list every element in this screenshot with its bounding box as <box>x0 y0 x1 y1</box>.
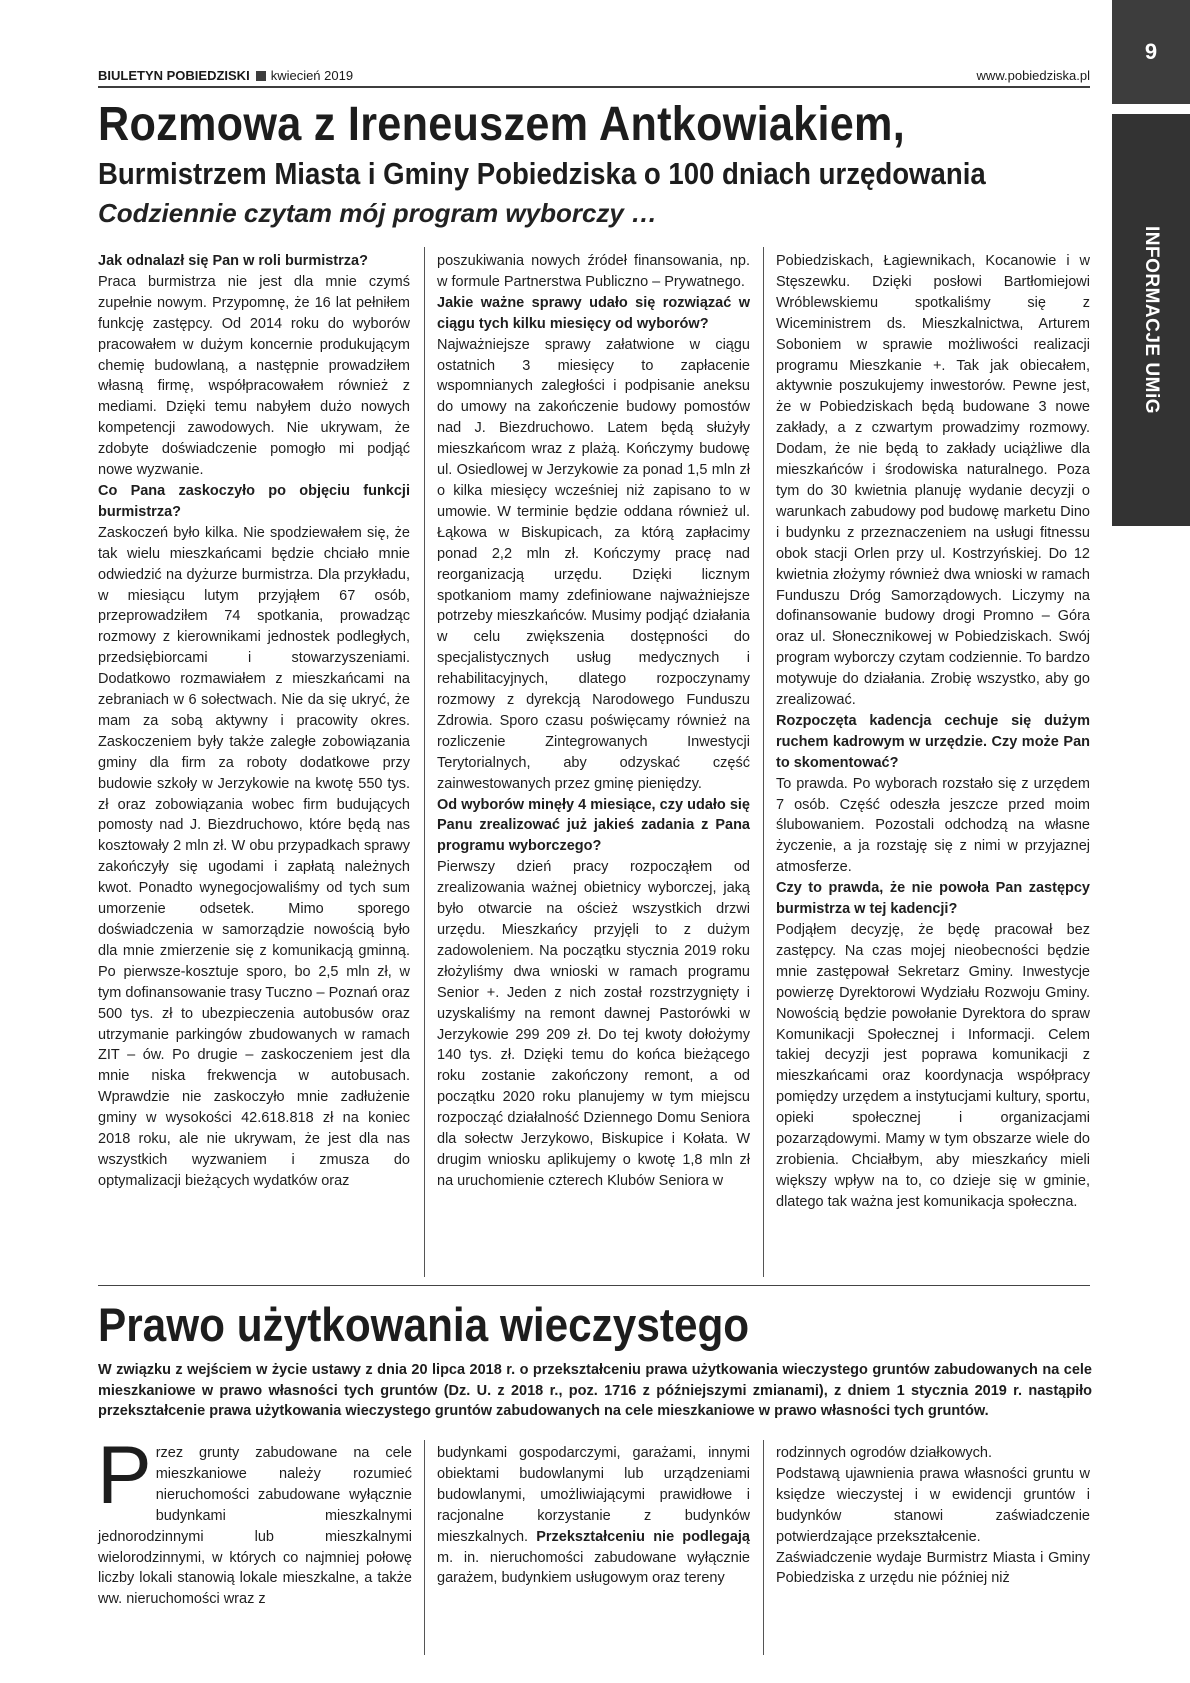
article2-column-1 <box>97 1430 412 1610</box>
issue-date: kwiecień 2019 <box>270 68 354 83</box>
publication-name: BIULETYN POBIEDZISKI <box>98 68 250 83</box>
article2-title: Prawo użytkowania wieczystego <box>98 1298 750 1351</box>
answer: poszukiwania nowych źródeł finansowania, np. w formule Partnerstwa Publiczno – Prywatnego. <box>437 253 750 290</box>
article2-lead: W związku z wejściem w życie ustawy z dnia 20 lipca 2018 r. o przekształceniu prawa użytkowania wieczystego gruntów zabudowanych na cele mieszkaniowe w prawo własności tych gruntów (Dz. U. z 2018 r., poz. 1716 z późniejszymi zmianami), z dniem 1 stycznia 2019 r. nastąpiło przekształcenie prawa użytkowania wieczystego gruntów zabudowanych na cele mieszkaniowe w prawo własności tych gruntów. <box>98 1362 1092 1419</box>
answer: Pierwszy dzień pracy rozpocząłem od zrealizowania ważnej obietnicy wyborczej, jaką było otwarcie na oścież wszystkich drzwi urzędu. Mieszkańcy przyjęli to z dużym zadowoleniem. Na początku stycznia 2019 roku złożyliśmy dwa wnioski w ramach programu Senior +. Jeden z nich został rozstrzygnięty i uzyskaliśmy na remont dawnej Pastorówki w Jerzykowie 299 209 zł. Do tej kwoty dołożymy 140 tys. zł. Dzięki temu do końca bieżącego roku zostanie zakończony remont, a od początku 2020 roku planujemy w tym miejscu rozpocząć działalność Dziennego Domu Seniora dla sołectw Jerzykowo, Biskupice i Kołata. W drugim wniosku aplikujemy o kwotę 1,8 mln zł na uruchomienie czterech Klubów Seniora w <box>437 859 750 1189</box>
answer: Pobiedziskach, Łagiewnikach, Kocanowie i w Stęszewku. Dzięki posłowi Bartłomiejowi Wróblewskiemu spotkaliśmy się z Wiceministrem ds. Mieszkalnictwa, Arturem Soboniem w sprawie możliwości realizacji programu Mieszkanie +. Tak jak obiecałem, aktywnie poszukujemy inwestorów. Pewne jest, że w Pobiedziskach będą budowane 3 nowe zakłady, a z czwartym prowadzimy rozmowy. Dodam, że nie będą to zakłady uciążliwe dla mieszkańców i środowiska naturalnego. Poza tym do 30 kwietnia planuję wydanie decyzji o warunkach zabudowy pod budowę marketu Dino i budynku z przeznaczeniem na usługi fitnessu obok stacji Orlen przy ul. Kostrzyńskiej. Do 12 kwietnia złożymy również dwa wnioski w ramach Funduszu Dróg Samorządowych. Liczymy na dofinansowanie budowy drogi Promno – Góra oraz ul. Słonecznikowej w Pobiedziskach. Swój program wyborczy czytam codziennie. To bardzo motywuje do działania. Zrobię wszystko, aby go zrealizować. <box>776 253 1090 709</box>
article2-text: m. in. nieruchomości zabudowane wyłącznie garażem, budynkiem usługowym oraz tereny <box>437 1549 750 1587</box>
question: Od wyborów minęły 4 miesiące, czy udało się Panu zrealizować już jakieś zadania z Pana programu wyborczego? <box>437 796 750 855</box>
square-separator-icon <box>256 71 266 81</box>
answer: Najważniejsze sprawy załatwione w ciągu ostatnich 3 miesięcy to zapłacenie wspomnianych zaległości i podpisanie aneksu do umowy na zakończenie budowy pomostów nad J. Biezdruchowo. Latem będą służyły mieszkańcom wraz z plażą. Kończymy budowę ul. Osiedlowej w Jerzykowie za ponad 1,5 mln zł o kilka miesięcy wcześniej niż zapisano to w umowie. W terminie będzie oddana również ul. Łąkowa w Biskupicach, za którą zapłacimy ponad 2,2 mln zł. Kończymy pracę nad reorganizacją urzędu. Dzięki licznym spotkaniom mamy zdefiniowane najważniejsze potrzeby mieszkańców. Musimy podjąć działania w celu zwiększenia dostępności do specjalistycznych usług medycznych i rehabilitacyjnych, dlatego rozpoczynamy rozmowy z dyrekcją Narodowego Funduszu Zdrowia. Sporo czasu poświęcamy również na rozliczenie Zintegrowanych Inwestycji Terytorialnych, aby odzyskać część zainwestowanych przez gminę pieniędzy. <box>437 336 750 792</box>
article2-emphasis: Przekształceniu nie podlegają <box>536 1528 750 1545</box>
section-divider <box>98 1285 1090 1286</box>
question: Czy to prawda, że nie powoła Pan zastępcy burmistrza w tej kadencji? <box>776 880 1090 918</box>
article2-text: rzez grunty zabudowane na cele mieszkaniowe należy rozumieć nieruchomości zabudowane wyłącznie budynkami mieszkalnymi jednorodzinnymi lub mieszkalnymi wielorodzinnymi, w których co najmniej połowę liczby lokali stanowią lokale mieszkalne, a także ww. nieruchomości wraz z <box>98 1445 412 1608</box>
question: Jak odnalazł się Pan w roli burmistrza? <box>98 253 368 269</box>
answer: Podjąłem decyzję, że będę pracował bez zastępcy. Na czas mojej nieobecności będzie mnie zastępował Sekretarz Gminy. Inwestycje powierzę Dyrektorowi Wydziału Rozwoju Gminy. Nowością będzie powołanie Dyrektora do spraw Komunikacji Społecznej i Informacji. Celem takiej decyzji jest poprawa komunikacji z mieszkańcami oraz koordynacja współpracy pomiędzy urzędem a instytucjami kultury, sportu, opieki społecznej i organizacjami pozarządowymi. Mamy w tym obszarze wiele do zrobienia. Chciałbym, aby mieszkańcy mieli większy wpływ na to, co dzieje się w gminie, dlatego tak ważna jest komunikacja społeczna. <box>776 922 1090 1210</box>
column-divider <box>424 1440 425 1655</box>
article2-column-2 <box>437 1443 750 1589</box>
interview-column-1 <box>98 251 410 1192</box>
article2-text: Zaświadczenie wydaje Burmistrz Miasta i Gminy Pobiedziska z urzędu nie później niż <box>776 1549 1090 1587</box>
interview-column-3 <box>776 251 1090 1213</box>
answer: Praca burmistrza nie jest dla mnie czymś zupełnie nowym. Przypomnę, że 16 lat pełniłem funkcję zastępcy. Od 2014 roku do wyborów pracowałem w dużym koncernie produkującym chemię budowlaną, a następnie prowadziłem własną firmę, współpracowałem również z mediami. Dzięki temu nabyłem dużo nowych kompetencji zawodowych. Nie ukrywam, że zdobyte doświadczenie pomogło mi podjąć nowe wyzwanie. <box>98 273 410 479</box>
article2-column-3 <box>776 1443 1090 1589</box>
interview-column-2 <box>437 251 750 1192</box>
drop-cap: P <box>97 1430 152 1521</box>
article-subtitle: Burmistrzem Miasta i Gminy Pobiedziska o 100 dniach urzędowania <box>98 156 986 191</box>
header-left <box>98 68 353 83</box>
answer: Zaskoczeń było kilka. Nie spodziewałem się, że tak wielu mieszkańcami będzie chciało mnie odwiedzić na dyżurze burmistrza. Dla przykładu, w miesiącu lutym przyjąłem 67 osób, przeprowadziłem 74 spotkania, prowadząc rozmowy z kierownikami jednostek podległych, przedsiębiorcami i stowarzyszeniami. Dodatkowo rozmawiałem z mieszkańcami na zebraniach w 6 sołectwach. Nie da się ukryć, że mam za sobą aktywny i pracowity okres. Zaskoczeniem były także zaległe zobowiązania gminy dla firm za roboty dodatkowe przy budowie szkoły w Jerzykowie na kwotę 550 tys. zł oraz zobowiązania wobec firm budujących pomosty nad J. Biezdruchowo, które będą nas kosztowały 2 mln zł. W obu przypadkach sprawy zakończyły się ugodami i zapłatą należnych kwot. Ponadto wynegocjowaliśmy od tych sum umorzenie odsetek. Mimo sporego doświadczenia w samorządzie nowością było dla mnie zmierzenie się z komunikacją gminną. Po pierwsze-kosztuje sporo, bo 2,5 mln zł, w tym dofinansowanie trasy Tuczno – Poznań oraz 500 tys. zł to ubezpieczenia autobusów oraz utrzymanie parkingów zbudowanych w ramach ZIT – ów. Po drugie – zaskoczeniem jest dla mnie niska frekwencja w autobusach. Wprawdzie nie zaskoczyło mnie zadłużenie gminy w wysokości 42.618.818 zł na koniec 2018 roku, ale nie ukrywam, że jest dla nas wszystkich wyzwaniem i zmusza do optymalizacji bieżących wydatków oraz <box>98 524 410 1189</box>
running-header <box>98 68 1090 88</box>
column-divider <box>424 247 425 1277</box>
section-tab-label: INFORMACJE UMiG <box>1141 226 1162 414</box>
column-divider <box>763 1440 764 1655</box>
article2-text: budynkami gospodarczymi, garażami, innymi obiektami budowlanymi lub urządzeniami budowlanymi, umożliwiającymi prawidłowe i racjonalne korzystanie z budynków mieszkalnych. <box>437 1445 750 1545</box>
question: Rozpoczęta kadencja cechuje się dużym ruchem kadrowym w urzędzie. Czy może Pan to skomentować? <box>776 712 1090 771</box>
question: Co Pana zaskoczyło po objęciu funkcji burmistrza? <box>98 482 410 520</box>
question: Jakie ważne sprawy udało się rozwiązać w ciągu tych kilku miesięcy od wyborów? <box>437 294 750 332</box>
website-link[interactable]: www.pobiedziska.pl <box>976 68 1090 83</box>
article-tagline: Codziennie czytam mój program wyborczy … <box>98 198 658 228</box>
section-tab <box>1112 114 1190 526</box>
article-title: Rozmowa z Ireneuszem Antkowiakiem, <box>98 98 905 151</box>
answer: To prawda. Po wyborach rozstało się z urzędem 7 osób. Część odeszła jeszcze przed moim ślubowaniem. Pozostali odchodzą na własne życzenie, a ja rozstaję się z nimi w przyjaznej atmosferze. <box>776 775 1090 876</box>
column-divider <box>763 247 764 1277</box>
article2-text: rodzinnych ogrodów działkowych. <box>776 1445 992 1461</box>
page-number: 9 <box>1112 0 1190 104</box>
article2-text: Podstawą ujawnienia prawa własności gruntu w księdze wieczystej i w ewidencji gruntów i budynków stanowi zaświadczenie potwierdzające przekształcenie. <box>776 1465 1090 1545</box>
